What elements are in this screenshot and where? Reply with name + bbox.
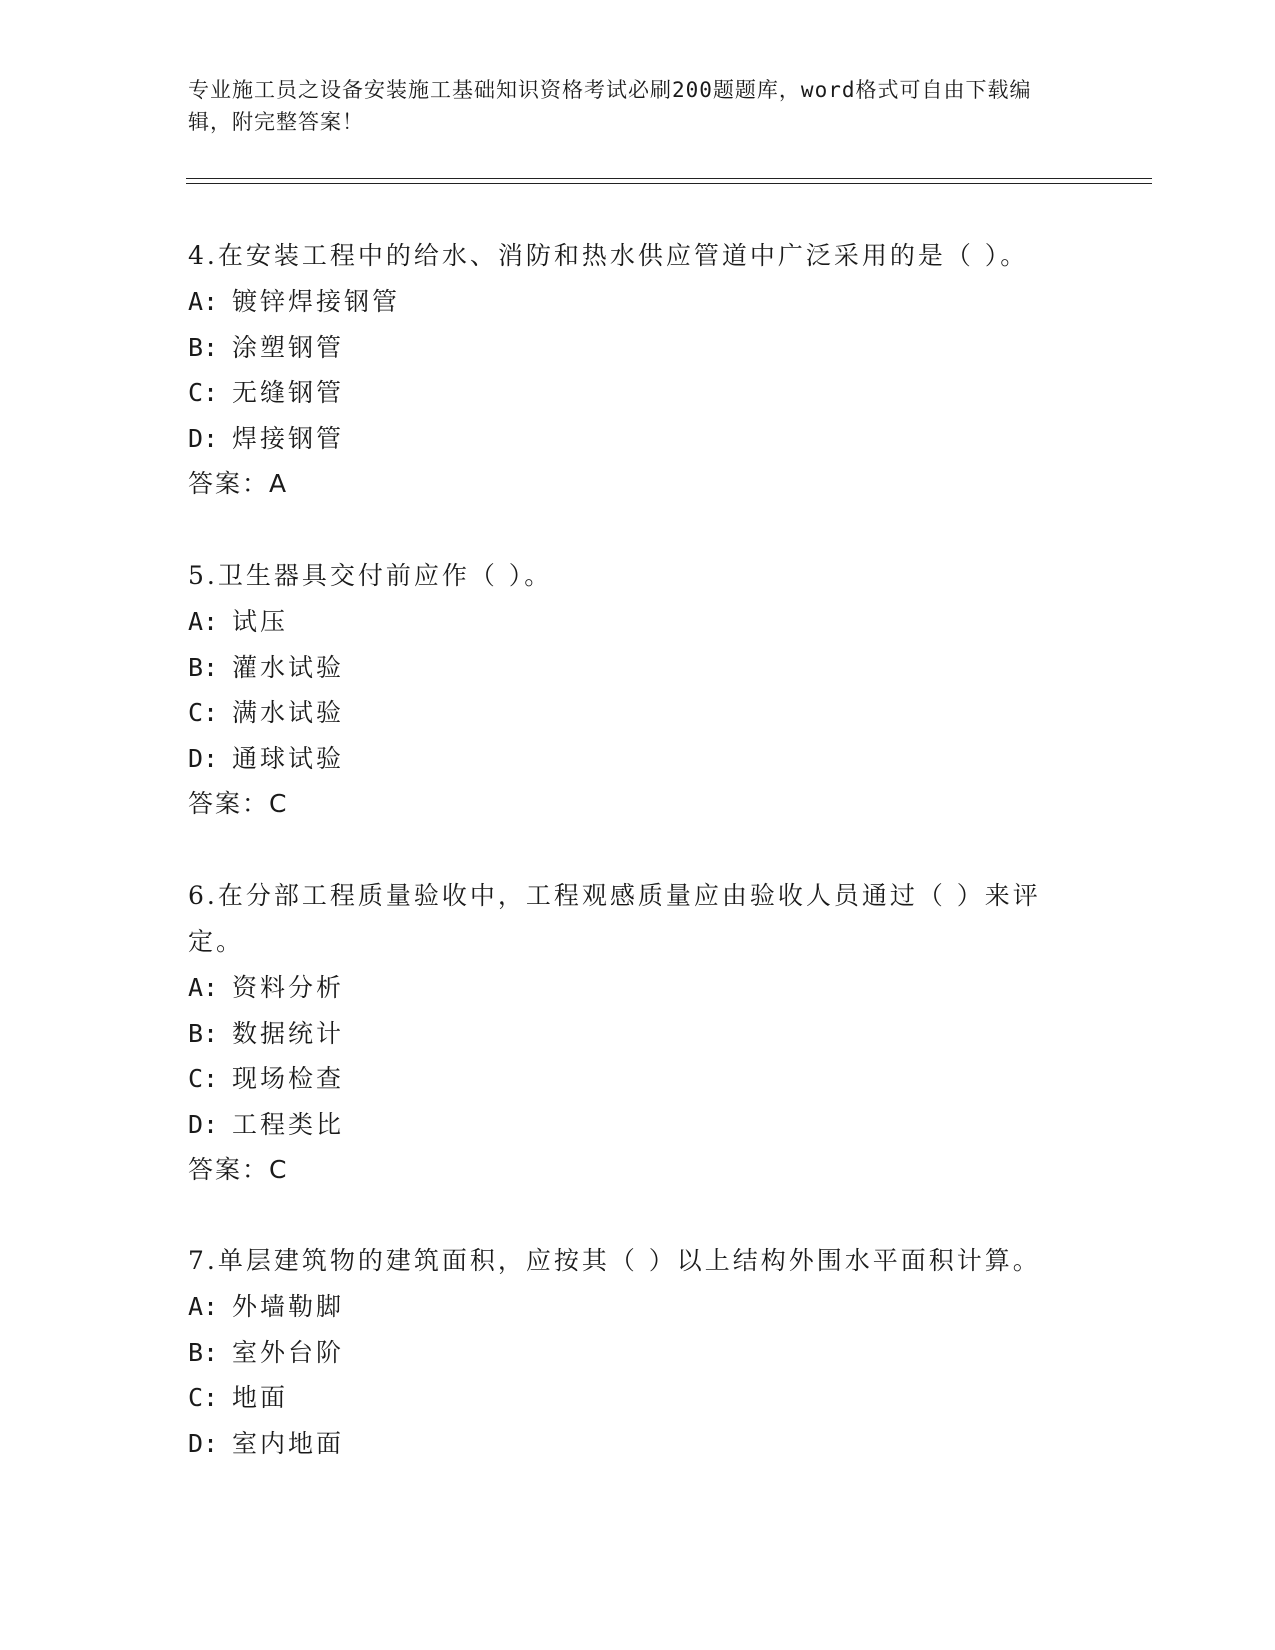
option-d (188, 416, 1088, 462)
option-a (188, 1284, 1088, 1330)
question-6 (188, 873, 1088, 1193)
answer-line: 答案：A (188, 469, 289, 498)
option-letter: D: (188, 1109, 219, 1139)
option-a (188, 965, 1088, 1011)
option-b (188, 645, 1088, 691)
option-letter: B: (188, 332, 219, 362)
option-text: 室外台阶 (232, 1337, 345, 1367)
option-text: 满水试验 (232, 698, 345, 727)
option-text: 焊接钢管 (232, 423, 345, 453)
option-b (188, 1011, 1088, 1057)
option-text: 镀锌焊接钢管 (232, 287, 401, 316)
option-d (188, 736, 1088, 782)
document-header: 专业施工员之设备安装施工基础知识资格考试必刷200题题库，word格式可自由下载编辑，附完整答案！ (188, 78, 1032, 134)
option-letter: C: (188, 1064, 219, 1093)
option-letter: A: (188, 973, 219, 1002)
option-text: 地面 (232, 1383, 289, 1412)
option-text: 现场检查 (232, 1064, 345, 1093)
option-letter: C: (188, 1383, 219, 1412)
option-letter: B: (188, 1018, 219, 1048)
option-c (188, 1375, 1088, 1421)
option-letter: D: (188, 1428, 219, 1458)
option-a (188, 599, 1088, 645)
option-text: 工程类比 (232, 1109, 345, 1139)
option-letter: D: (188, 423, 219, 453)
option-letter: A: (188, 1292, 219, 1321)
option-text: 灌水试验 (232, 652, 345, 682)
question-stem: 4.在安装工程中的给水、消防和热水供应管道中广泛采用的是（ ）。 (188, 241, 1029, 270)
option-b (188, 325, 1088, 371)
option-b (188, 1330, 1088, 1376)
option-c (188, 370, 1088, 416)
header-divider-bottom (186, 183, 1152, 184)
option-text: 涂塑钢管 (232, 332, 345, 362)
option-text: 数据统计 (232, 1018, 345, 1048)
answer-line: 答案：C (188, 789, 289, 818)
option-c (188, 690, 1088, 736)
option-c (188, 1056, 1088, 1102)
option-text: 试压 (232, 607, 289, 636)
option-letter: D: (188, 743, 219, 773)
option-letter: A: (188, 287, 219, 316)
question-stem: 6.在分部工程质量验收中，工程观感质量应由验收人员通过（ ）来评定。 (188, 881, 1041, 956)
option-d (188, 1421, 1088, 1467)
option-a (188, 279, 1088, 325)
option-text: 通球试验 (232, 743, 345, 773)
option-letter: B: (188, 652, 219, 682)
header-divider-top (186, 178, 1152, 179)
option-letter: C: (188, 378, 219, 407)
option-letter: C: (188, 698, 219, 727)
option-letter: A: (188, 607, 219, 636)
answer-line: 答案：C (188, 1155, 289, 1184)
option-letter: B: (188, 1337, 219, 1367)
question-stem: 5.卫生器具交付前应作（ ）。 (188, 561, 553, 590)
question-stem: 7.单层建筑物的建筑面积，应按其（ ）以上结构外围水平面积计算。 (188, 1246, 1041, 1275)
option-d (188, 1102, 1088, 1148)
option-text: 无缝钢管 (232, 378, 345, 407)
option-text: 外墙勒脚 (232, 1292, 345, 1321)
question-4 (188, 233, 1088, 507)
option-text: 资料分析 (232, 973, 345, 1002)
option-text: 室内地面 (232, 1428, 345, 1458)
question-5 (188, 553, 1088, 827)
question-7 (188, 1238, 1088, 1466)
